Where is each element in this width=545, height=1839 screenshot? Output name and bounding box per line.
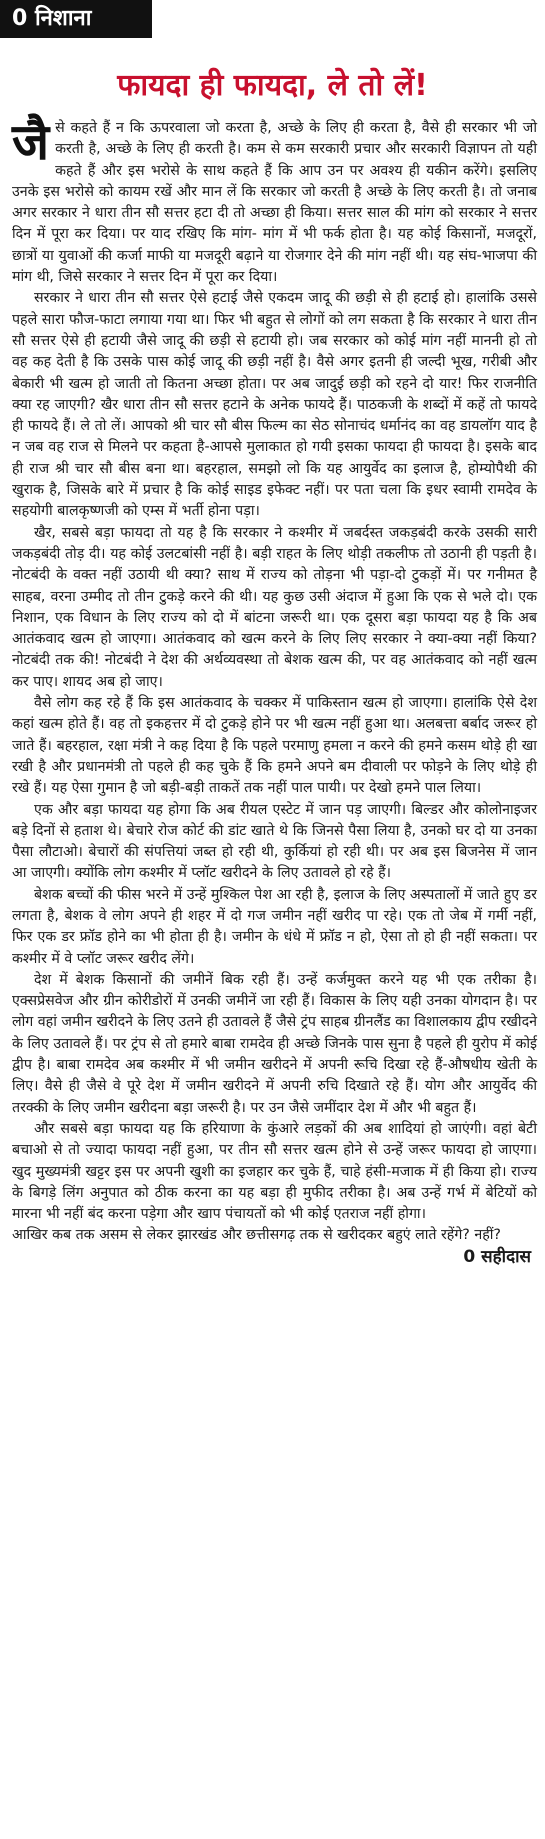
headline: फायदा ही फायदा, ले तो लें! <box>117 68 428 103</box>
article-paragraph: देश में बेशक किसानों की जमीनें बिक रही हैं। उन्हें कर्जमुक्त करने यह भी एक तरीका है। एक्सप्रेसवेज और ग्रीन कोरीडोरों में उनकी जमीनें जा रही हैं। विकास के लिए यही उनका योगदान है। पर लोग वहां जमीन खरीदने के लिए उतने ही उतावले हैं जैसे ट्रंप साहब ग्रीनलैंड का विशालकाय द्वीप रखीदने के लिए उतावले हैं। पर ट्रंप से तो हमारे बाबा रामदेव ही अच्छे जिनके पास सुना है पहले ही युरोप में कोई द्वीप है। बाबा रामदेव अब कश्मीर में भी जमीन खरीदने में अपनी रूचि दिखा रहे हैं-औषधीय खेती के लिए। वैसे ही जैसे वे पूरे देश में जमीन खरीदने में अपनी रुचि दिखाते रहे हैं। योग और आयुर्वेद की तरक्की के लिए जमीन खरीदना बड़ा जरूरी है। पर उन जैसे जमींदार देश में और भी बहुत हैं। <box>12 971 537 1116</box>
drop-cap: जै <box>12 112 50 171</box>
closing-row <box>12 1225 537 1268</box>
article-body <box>12 112 537 1268</box>
article-paragraph: एक और बड़ा फायदा यह होगा कि अब रीयल एस्टेट में जान पड़ जाएगी। बिल्डर और कोलोनाइजर बड़े दिनों से हताश थे। बेचारे रोज कोर्ट की डांट खाते थे कि जिनसे पैसा लिया है, उनको घर दो या उनका पैसा लौटाओ। बेचारों की संपत्तियां जब्त हो रही थी, कुर्कियां हो रही थी। पर अब इस बिजनेस में जान आ जाएगी। क्योंकि लोग कश्मीर में प्लॉट खरीदने के लिए उतावले हो रहे हैं। <box>12 801 537 882</box>
closing-line: आखिर कब तक असम से लेकर झारखंड और छत्तीसगढ़ तक से खरीदकर बहुएं लाते रहेंगे? नहीं? <box>12 1227 501 1244</box>
section-tag: 0 निशाना <box>0 0 152 38</box>
article-paragraph: और सबसे बड़ा फायदा यह कि हरियाणा के कुंआरे लड़कों की अब शादियां हो जाएंगी। वहां बेटी बचाओ से तो ज्यादा फायदा नहीं हुआ, पर तीन सौ सत्तर खत्म होने से उन्हें जरूर फायदा हो जाएगा। खुद मुख्यमंत्री खट्टर इस पर अपनी खुशी का इजहार कर चुके हैं, चाहे हंसी-मजाक में ही किया हो। राज्य के बिगड़े लिंग अनुपात को ठीक करना का यह बड़ा ही मुफीद तरीका है। अब उन्हें गर्भ में बेटियों को मारना भी नहीं बंद करना पड़ेगा और खाप पंचायतों को भी कोई एतराज नहीं होगा। <box>12 1120 537 1223</box>
author-byline: 0 सहीदास <box>463 1246 531 1267</box>
article-paragraph: जैसे कहते हैं न कि ऊपरवाला जो करता है, अच्छे के लिए ही करता है, वैसे ही सरकार भी जो करती है, अच्छे के लिए ही करती है। कम से कम सरकारी प्रचार और सरकारी विज्ञापन तो यही कहते हैं और इस भरोसे के साथ कहते हैं कि आप उन पर अवश्य ही यकीन करेंगे। इसलिए उनके इस भरोसे को कायम रखें और मान लें कि सरकार जो करती है अच्छे के लिए करती है। तो जनाब अगर सरकार ने धारा तीन सौ सत्तर हटा दी तो अच्छा ही किया। सत्तर साल की मांग को सरकार ने सत्तर दिन में पूरा कर दिया। पर याद रखिए कि मांग- मांग में भी फर्क होता है। यह कोई किसानों, मजदूरों, छात्रों या युवाओं की कर्जा माफी या मजदूरी बढ़ाने या रोजगार देने की मांग नहीं थी। यह संघ-भाजपा की मांग थी, जिसे सरकार ने सत्तर दिन में पूरा कर दिया। <box>12 112 537 286</box>
article-paragraph: सरकार ने धारा तीन सौ सत्तर ऐसे हटाई जैसे एकदम जादू की छड़ी से ही हटाई हो। हालांकि उससे पहले सारा फौज-फाटा लगाया गया था। फिर भी बहुत से लोगों को लग सकता है कि सरकार ने धारा तीन सौ सत्तर ऐसे ही हटायी जैसे जादू की छड़ी से हटायी हो। जब सरकार को कोई मांग नहीं माननी हो तो वह कह देती है कि उसके पास कोई जादू की छड़ी नहीं है। वैसे अगर इतनी ही जल्दी भूख, गरीबी और बेकारी भी खत्म हो जाती तो कितना अच्छा होता। पर अब जादुई छड़ी को रहने दो यार! फिर राजनीति क्या रह जाएगी? खैर धारा तीन सौ सत्तर हटाने के अनेक फायदे हैं। पाठकजी के शब्दों में कहें तो फायदे ही फायदे हैं। ले तो लें। आपको श्री चार सौ बीस फिल्म का सेठ सोनाचंद धर्मानंद का वह डायलॉग याद है न जब वह राज से मिलने पर कहता है-आपसे मुलाकात हो गयी इसका फायदा ही फायदा है। इसके बाद ही राज श्री चार सौ बीस बना था। बहरहाल, समझो लो कि यह आयुर्वेद का इलाज है, होम्योपैथी की खुराक है, जिसके बारे में प्रचार है कि कोई साइड इफेक्ट नहीं। पर पता चला कि इधर स्वामी रामदेव के सहयोगी बालकृष्णजी को एम्स में भर्ती होना पड़ा। <box>12 290 537 520</box>
article-paragraph: वैसे लोग कह रहे हैं कि इस आतंकवाद के चक्कर में पाकिस्तान खत्म हो जाएगा। हालांकि ऐसे देश कहां खत्म होते हैं। वह तो इकहत्तर में दो टुकड़े होने पर भी खत्म नहीं हुआ था। अलबत्ता बर्बाद जरूर हो जाते हैं। बहरहाल, रक्षा मंत्री ने कह दिया है कि पहले परमाणु हमला न करने की हमने कसम थोड़े ही खा रखी है और प्रधानमंत्री तो पहले ही कह चुके हैं कि हमने अपने बम दीवाली पर फोड़ने के लिए थोड़े ही रखे हैं। यह ऐसा गुमान है जो बड़ी-बड़ी ताकतें तक नहीं पाल पायी। पर देखो हमने पाल लिया। <box>12 695 537 797</box>
article-paragraph: बेशक बच्चों की फीस भरने में उन्हें मुश्किल पेश आ रही है, इलाज के लिए अस्पतालों में जाते हुए डर लगता है, बेशक वे लोग अपने ही शहर में दो गज जमीन नहीं खरीद पा रहे। एक तो जेब में गर्मी नहीं, फिर एक डर फ्रॉड होने का भी होता ही है। जमीन के धंधे में फ्रॉड न हो, ऐसा तो हो ही नहीं सकता। पर कश्मीर में वे प्लॉट जरूर खरीद लेंगे। <box>12 886 537 967</box>
article-paragraph: खैर, सबसे बड़ा फायदा तो यह है कि सरकार ने कश्मीर में जबर्दस्त जकड़बंदी करके उसकी सारी जकड़बंदी तोड़ दी। यह कोई उलटबांसी नहीं है। बड़ी राहत के लिए थोड़ी तकलीफ तो उठानी ही पड़ती है। नोटबंदी के वक्त नहीं उठायी थी क्या? साथ में राज्य को तोड़ना भी पड़ा-दो टुकड़ों में। पर गनीमत है साहब, वरना उम्मीद तो तीन टुकड़े करने की थी। यह कुछ उसी अंदाज में हुआ कि एक से भले दो। एक निशान, एक विधान के लिए राज्य को दो में बांटना जरूरी था। एक दूसरा बड़ा फायदा यह है कि अब आतंकवाद खत्म हो जाएगा। आतंकवाद को खत्म करने के लिए लिए सरकार ने क्या-क्या नहीं किया? नोटबंदी तक की! नोटबंदी ने देश की अर्थव्यवस्था तो बेशक खत्म की, पर वह आतंकवाद को नहीं खत्म कर पाए। शायद अब हो जाए। <box>12 524 537 690</box>
